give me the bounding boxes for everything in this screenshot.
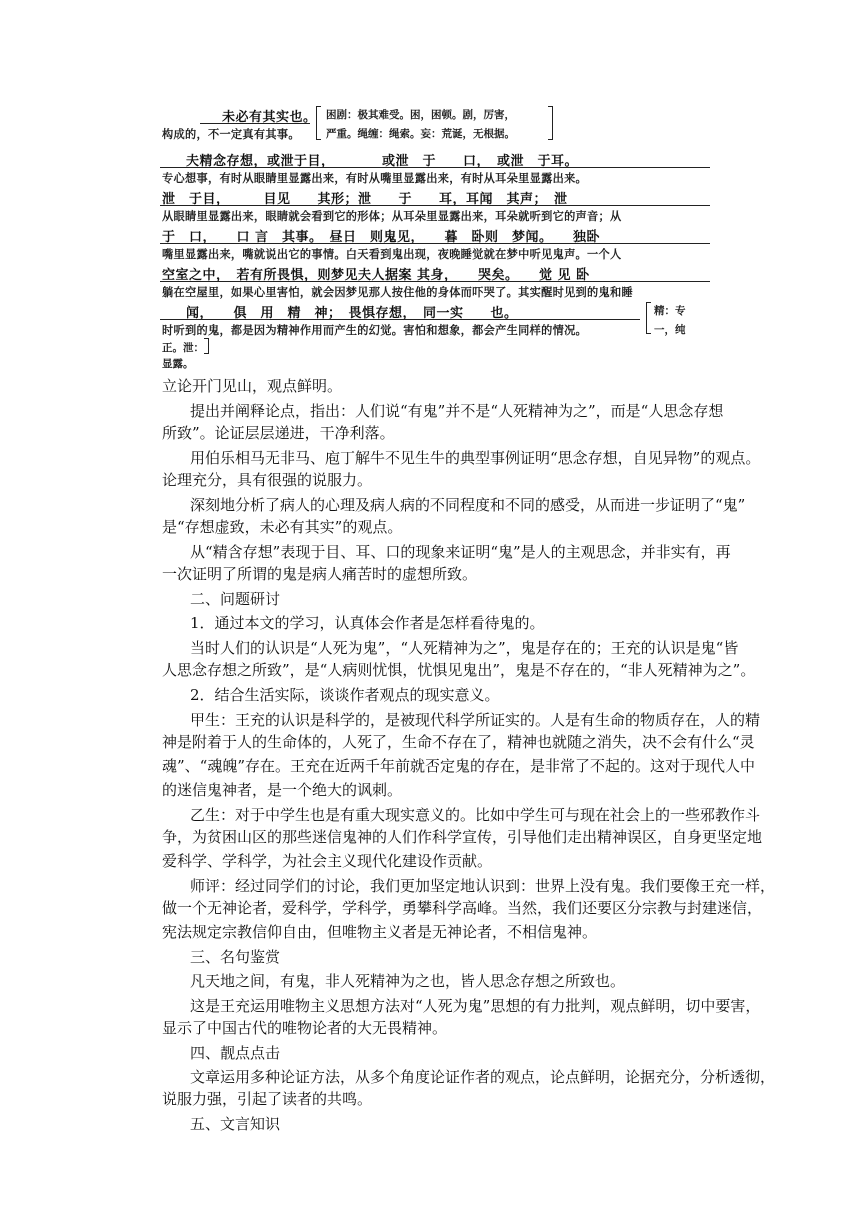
original-text-line: 于 口， 口 言 其事。 昼日 则鬼见， 暮 卧则 梦闻。 独卧 xyxy=(162,230,601,245)
question: 2．结合生活实际，谈谈作者观点的现实意义。 xyxy=(190,686,500,704)
body-paragraph: 这是王充运用唯物主义思想方法对“人死为鬼”思想的有力批判，观点鲜明，切中要害， xyxy=(190,997,761,1015)
body-paragraph: 提出并阐释论点，指出：人们说“有鬼”并不是“人死精神为之”，而是“人思念存想 xyxy=(190,402,724,420)
original-text-line: 空室之中， 若有所畏惧，则梦见夫人据案 其身， 哭矣。 觉 见 卧 xyxy=(162,268,590,283)
annotation-note: 困剧：极其难受。困，困顿。剧，厉害， xyxy=(326,109,515,121)
underline-rule xyxy=(160,205,710,206)
body-paragraph: 人思念存想之所致”，是“人病则忧惧，忧惧见鬼出”，鬼是不存在的，“非人死精神为之”。 xyxy=(162,661,756,679)
body-paragraph: 宪法规定宗教信仰自由，但唯物主义者是无神论者，不相信鬼神。 xyxy=(162,923,598,941)
underline-rule xyxy=(160,319,640,320)
body-paragraph: 乙生：对于中学生也是有重大现实意义的。比如中学生可与现在社会上的一些邪教作斗 xyxy=(190,806,761,824)
note-bracket-left xyxy=(646,302,651,334)
body-paragraph: 立论开门见山，观点鲜明。 xyxy=(162,377,343,395)
underline-rule xyxy=(160,243,710,244)
body-paragraph: 是“存想虚致，未必有其实”的观点。 xyxy=(162,518,403,536)
body-paragraph: 显示了中国古代的唯物论者的大无畏精神。 xyxy=(162,1019,448,1037)
scanned-translation-block xyxy=(160,100,720,370)
translation-line: 从眼睛里显露出来，眼睛就会看到它的形体；从耳朵里显露出来，耳朵就听到它的声音；从 xyxy=(162,210,622,223)
body-paragraph: 深刻地分析了病人的心理及病人病的不同程度和不同的感受，从而进一步证明了“鬼” xyxy=(190,496,746,514)
underline-rule xyxy=(160,167,710,168)
note-bracket-right xyxy=(548,106,553,140)
annotation-note: 显露。 xyxy=(162,358,194,370)
body-paragraph: 做一个无神论者，爱科学，学科学，勇攀科学高峰。当然，我们还要区分宗教与封建迷信， xyxy=(162,899,763,917)
section-heading: 五、文言知识 xyxy=(190,1115,281,1133)
body-paragraph: 文章运用多种论证方法，从多个角度论证作者的观点，论点鲜明，论据充分，分析透彻， xyxy=(190,1068,776,1086)
translation-line: 躺在空屋里，如果心里害怕，就会因梦见那人按住他的身体而吓哭了。其实醒时见到的鬼和睡 xyxy=(162,286,633,299)
original-text-line: 泄 于目， 目见 其形；泄 于 耳，耳闻 其声； 泄 xyxy=(162,192,568,207)
translation-line: 时听到的鬼，都是因为精神作用而产生的幻觉。害怕和想象，都会产生同样的情况。 xyxy=(162,324,588,337)
body-paragraph: 从“精含存想”表现于目、耳、口的现象来证明“鬼”是人的主观思念，并非实有，再 xyxy=(190,543,731,561)
question: 1．通过本文的学习，认真体会作者是怎样看待鬼的。 xyxy=(190,614,545,632)
body-paragraph: 争，为贫困山区的那些迷信鬼神的人们作科学宣传，引导他们走出精神误区，自身更坚定地 xyxy=(162,828,763,846)
body-paragraph: 用伯乐相马无非马、庖丁解牛不见生牛的典型事例证明“思念存想，自见异物”的观点。 xyxy=(190,449,761,467)
body-paragraph: 师评：经过同学们的讨论，我们更加坚定地认识到：世界上没有鬼。我们要像王充一样， xyxy=(190,877,776,895)
body-paragraph: 论理充分，具有很强的说服力。 xyxy=(162,471,373,489)
annotation-note: 正。泄： xyxy=(162,342,204,354)
note-bracket-left xyxy=(316,106,321,140)
section-heading: 二、问题研讨 xyxy=(190,590,281,608)
underline-rule xyxy=(160,281,710,282)
body-paragraph: 一次证明了所谓的鬼是病人痛苦时的虚想所致。 xyxy=(162,565,478,583)
translation-line: 构成的，不一定真有其事。 xyxy=(162,128,300,141)
annotation-note: 严重。绳缠：绳索。妄：荒诞，无根据。 xyxy=(326,128,515,140)
quotation: 凡天地之间，有鬼，非人死精神为之也，皆人思念存想之所致也。 xyxy=(190,972,626,990)
translation-line: 嘴里显露出来，嘴就说出它的事情。白天看到鬼出现，夜晚睡觉就在梦中听见鬼声。一个人 xyxy=(162,248,622,261)
body-paragraph: 的迷信鬼神者，是一个绝大的讽刺。 xyxy=(162,781,403,799)
body-paragraph: 魂”、“魂魄”存在。王充在近两千年前就否定鬼的存在，是非常了不起的。这对于现代人中 xyxy=(162,757,756,775)
body-paragraph: 说服力强，引起了读者的共鸣。 xyxy=(162,1090,373,1108)
original-text-line: 闻， 俱 用 精 神； 畏惧存想， 同一实 也。 xyxy=(186,306,518,321)
note-bracket-right xyxy=(204,338,209,354)
body-paragraph: 所致”。论证层层递进，干净利落。 xyxy=(162,424,395,442)
body-paragraph: 神是附着于人的生命体的，人死了，生命不存在了，精神也就随之消失，决不会有什么“灵 xyxy=(162,733,755,751)
annotation-note: 一，纯 xyxy=(654,324,686,336)
body-paragraph: 爱科学、学科学，为社会主义现代化建设作贡献。 xyxy=(162,852,493,870)
translation-line: 专心想事，有时从眼睛里显露出来，有时从嘴里显露出来，有时从耳朵里显露出来。 xyxy=(162,172,588,185)
section-heading: 四、靓点点击 xyxy=(190,1044,281,1062)
body-paragraph: 当时人们的认识是“人死为鬼”，“人死精神为之”，鬼是存在的；王充的认识是鬼“皆 xyxy=(190,639,739,657)
underline-rule xyxy=(200,123,310,124)
section-heading: 三、名句鉴赏 xyxy=(190,948,281,966)
original-text-line: 夫精念存想，或泄于目， 或泄 于 口， 或泄 于耳。 xyxy=(186,154,579,169)
original-text-line: 未必有其实也。 xyxy=(222,110,317,125)
body-paragraph: 甲生：王充的认识是科学的，是被现代科学所证实的。人是有生命的物质存在，人的精 xyxy=(190,711,761,729)
annotation-note: 精：专 xyxy=(654,305,686,317)
